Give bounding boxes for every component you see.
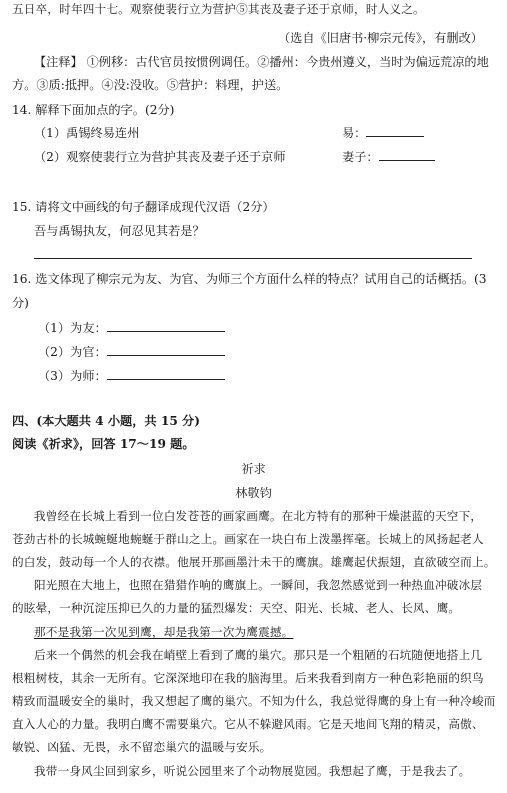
q14-item-2: （2）观察使裴行立为营护其丧及妻子还于京师 [34, 150, 286, 164]
notes-label: 【注释】 [34, 55, 83, 69]
essay-author: 林敬钧 [235, 486, 272, 500]
notes-line-2: 方。③质:抵押。④没:没收。⑤营护：料理，护送。 [12, 78, 289, 92]
q14-answer-1-blank[interactable] [366, 135, 424, 137]
q15-title: 15. 请将文中画线的句子翻译成现代汉语（2分） [12, 200, 275, 214]
q16-item-friend: （1）为友： [38, 322, 225, 334]
essay-line-10: 直入人心的力量。我明白鹰不需要巢穴。它从不躲避风雨。它是天地间飞翔的精灵，高傲、 [12, 717, 484, 731]
q15-sentence: 吾与禹锡执友，何忍见其若是？ [34, 224, 205, 238]
essay-line-9: 精致而温暖安全的巢时，我又想起了鹰的巢穴。不知为什么，我总觉得鹰的身上有一种冷峻而 [12, 694, 496, 708]
essay-line-11: 敏锐、凶猛、无畏，永不留恋巢穴的温暖与安乐。 [12, 740, 272, 754]
essay-line-1: 我曾经在长城上看到一位白发苍苍的画家画鹰。在北方特有的那种干燥湛蓝的天空下， [34, 509, 483, 523]
essay-line-5: 的眩晕，一种沉淀压抑已久的力量的猛烈爆发：天空、阳光、长城、老人、长风、鹰。 [12, 601, 461, 615]
passage-tail-line: 五日卒，时年四十七。观察使裴行立为营护⑤其丧及妻子还于京师，时人义之。 [12, 2, 425, 16]
notes-text-1: ①例移：古代官员按惯例调任。②播州：今贵州遵义，当时为偏远荒凉的地 [82, 55, 489, 69]
q16-blank-friend[interactable] [107, 330, 225, 332]
q16-item-official: （2）为官： [38, 346, 225, 358]
q14-answer-2-blank[interactable] [379, 159, 435, 161]
q16-blank-teacher[interactable] [107, 378, 225, 380]
essay-line-3: 的白发，鼓动每一个人的衣襟。他展开那画墨汁未干的鹰旗。雄鹰起伏振翅，直欲破空而上。 [12, 555, 496, 569]
essay-line-2: 苍劲古朴的长城蜿蜒地蜿蜒于群山之上。画家在一块白布上泼墨挥毫。长城上的风扬起老人 [12, 532, 484, 546]
essay-line-7: 后来一个偶然的机会我在峭壁上看到了鹰的巢穴。那只是一个粗陋的石坑随便地搭上几 [34, 648, 483, 662]
q16-blank-official[interactable] [107, 354, 225, 356]
source-note: （选自《旧唐书·柳宗元传》，有删改） [278, 31, 483, 45]
q14-answer-1 [342, 127, 424, 139]
q14-answer-2-label: 妻子： [342, 150, 379, 164]
section-four-heading: 四、(本大题共 4 小题，共 15 分) [12, 414, 201, 428]
q16-title-line-2: 分) [12, 296, 29, 310]
essay-line-12: 我带一身风尘回到家乡，听说公园里来了个动物展览园。我想起了鹰，于是我去了。 [34, 764, 471, 778]
q14-answer-2 [342, 151, 435, 163]
q16-item-teacher: （3）为师： [38, 370, 225, 382]
essay-line-4: 阳光照在大地上，也照在猎猎作响的鹰旗上。一瞬间，我忽然感觉到一种热血冲破冰层 [34, 578, 483, 592]
q15-answer-line[interactable] [34, 258, 472, 259]
essay-title: 祈求 [241, 462, 266, 476]
q14-answer-1-label: 易： [342, 126, 367, 140]
q16-title-line-1: 16. 选文体现了柳宗元为友、为官、为师三个方面什么样的特点？试用自己的话概括。(3 [12, 272, 487, 286]
essay-underlined-sentence: 那不是我第一次见到鹰，却是我第一次为鹰震撼。 [34, 625, 294, 639]
essay-line-8: 根粗树枝，其余一无所有。它深深地印在我的脑海里。后来我看到南方一种色彩艳丽的织鸟 [12, 671, 484, 685]
reading-instruction: 阅读《祈求》，回答 17～19 题。 [12, 437, 195, 451]
q14-item-1: （1）禹锡终易连州 [34, 126, 140, 140]
q14-title: 14. 解释下面加点的字。(2分) [12, 103, 175, 117]
notes-line-1 [34, 56, 489, 68]
